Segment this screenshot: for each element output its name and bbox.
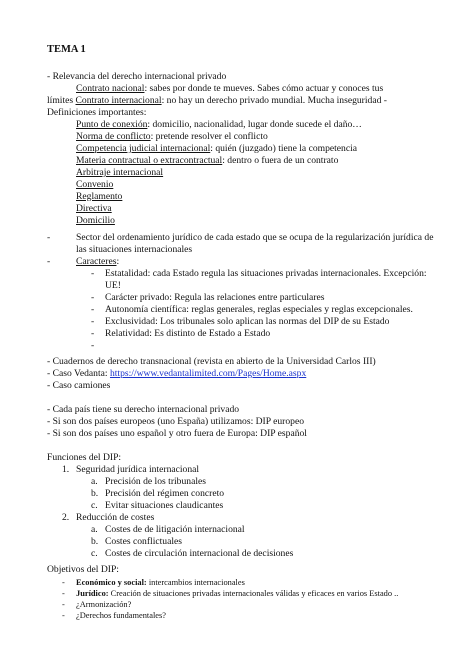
sector-line-1: Sector del ordenamiento jurídico de cada estado que se ocupa de la regularización jurídica de <box>76 232 434 243</box>
list-letter: a. <box>91 524 98 535</box>
def-item <box>76 191 122 203</box>
definiciones-heading: Definiciones importantes: <box>47 107 147 118</box>
objetivo-bold: Jurídico: <box>76 589 109 598</box>
def-item <box>76 143 357 155</box>
cuadernos-line: - Cuadernos de derecho transnacional (revista en abierto de la Universidad Carlos III) <box>47 356 376 367</box>
funcion-subitem: Evitar situaciones claudicantes <box>105 500 224 511</box>
bullet-dash: - <box>62 589 65 598</box>
dip-line: - Si son dos países uno español y otro fuera de Europa: DIP español <box>47 428 307 439</box>
caracter-item: Autonomía científica: reglas generales, reglas especiales y reglas excepcionales. <box>105 304 413 315</box>
def-term: Arbitraje internacional <box>76 167 164 178</box>
def-desc: : domicilio, nacionalidad, lugar donde sucede el daño… <box>147 119 362 130</box>
list-letter: b. <box>91 488 99 499</box>
def-term: Reglamento <box>76 191 123 202</box>
desc-contrato-nacional: : sabes por donde te mueves. Sabes cómo actuar y conoces tus <box>144 83 384 94</box>
def-desc: : pretende resolver el conflicto <box>150 131 268 142</box>
funcion-item: Seguridad jurídica internacional <box>76 464 200 475</box>
bullet-dash: - <box>91 328 95 339</box>
def-item <box>76 167 163 179</box>
vedanta-prefix: - Caso Vedanta: <box>47 368 110 379</box>
funcion-subitem: Precisión del régimen concreto <box>105 488 225 499</box>
objetivo-text: Creación de situaciones privadas internacionales válidas y eficaces en varios Estado .. <box>108 589 399 598</box>
caracter-item: Exclusividad: Los tribunales solo aplican las normas del DIP de su Estado <box>105 316 390 327</box>
bullet-dash: - <box>47 256 51 267</box>
list-letter: c. <box>91 500 98 511</box>
caracteres-colon: : <box>116 256 120 267</box>
caracteres-label: Caracteres <box>76 256 117 267</box>
contrato-nacional-line <box>76 83 383 95</box>
limites-prefix: límites <box>47 95 76 106</box>
sector-line-2: las situaciones internacionales <box>76 244 193 255</box>
funcion-item: Reducción de costes <box>76 512 155 523</box>
objetivo-text: intercambios internacionales <box>146 578 245 587</box>
bullet-dash: - <box>91 340 95 351</box>
page-title: TEMA 1 <box>47 44 86 55</box>
caracter-item: Relatividad: Es distinto de Estado a Estado <box>105 328 271 339</box>
objetivo-item: ¿Derechos fundamentales? <box>76 611 166 620</box>
funcion-subitem: Precisión de los tribunales <box>105 476 206 487</box>
objetivo-bold: Económico y social: <box>76 578 147 587</box>
vedanta-line <box>47 368 306 380</box>
funciones-heading: Funciones del DIP: <box>47 452 122 463</box>
def-term: Punto de conexión <box>76 119 148 130</box>
funcion-subitem: Costes de de litigación internacional <box>105 524 245 535</box>
caracter-item: Carácter privado: Regula las relaciones entre particulares <box>105 292 325 303</box>
funcion-subitem: Costes de circulación internacional de decisiones <box>105 548 294 559</box>
term-contrato-nacional: Contrato nacional <box>76 83 145 94</box>
bullet-dash: - <box>91 268 95 279</box>
list-letter: c. <box>91 548 98 559</box>
funcion-subitem: Costes conflictuales <box>105 536 182 547</box>
def-item <box>76 119 362 131</box>
def-term: Materia contractual o extracontractual <box>76 155 223 166</box>
caracteres-heading <box>76 256 119 268</box>
contrato-internacional-line <box>47 95 387 107</box>
def-term: Domicilio <box>76 215 115 226</box>
objetivos-heading: Objetivos del DIP: <box>47 564 119 575</box>
def-term: Directiva <box>76 203 112 214</box>
def-desc: : quién (juzgado) tiene la competencia <box>210 143 358 154</box>
caracter-item-continuation: UE! <box>105 280 121 291</box>
def-item <box>76 203 112 215</box>
vedanta-link[interactable]: https://www.vedantalimited.com/Pages/Home.aspx <box>109 368 307 379</box>
heading-relevancia: - Relevancia del derecho internacional privado <box>47 71 227 82</box>
list-letter: b. <box>91 536 99 547</box>
objetivo-item: ¿Armonización? <box>76 600 132 609</box>
caracter-item: Estatalidad: cada Estado regula las situaciones privadas internacionales. Excepción: <box>105 268 427 279</box>
list-number: 2. <box>62 512 70 523</box>
bullet-dash: - <box>91 292 95 303</box>
term-contrato-internacional: Contrato internacional <box>75 95 162 106</box>
def-desc: : dentro o fuera de un contrato <box>222 155 339 166</box>
dip-line: - Cada país tiene su derecho internacional privado <box>47 404 240 415</box>
list-number: 1. <box>62 464 70 475</box>
bullet-dash: - <box>91 304 95 315</box>
bullet-dash: - <box>62 600 65 609</box>
bullet-dash: - <box>47 232 51 243</box>
desc-contrato-internacional: : no hay un derecho privado mundial. Mucha inseguridad - <box>161 95 387 106</box>
bullet-dash: - <box>91 316 95 327</box>
def-item <box>76 215 115 227</box>
def-item <box>76 155 338 167</box>
def-term: Convenio <box>76 179 114 190</box>
def-term: Competencia judicial internacional <box>76 143 211 154</box>
list-letter: a. <box>91 476 98 487</box>
def-item <box>76 179 113 191</box>
def-item <box>76 131 268 143</box>
camiones-line: - Caso camiones <box>47 380 111 391</box>
bullet-dash: - <box>62 578 65 587</box>
def-term: Norma de conflicto <box>76 131 151 142</box>
dip-line: - Si son dos países europeos (uno España) utilizamos: DIP europeo <box>47 416 305 427</box>
bullet-dash: - <box>62 611 65 620</box>
